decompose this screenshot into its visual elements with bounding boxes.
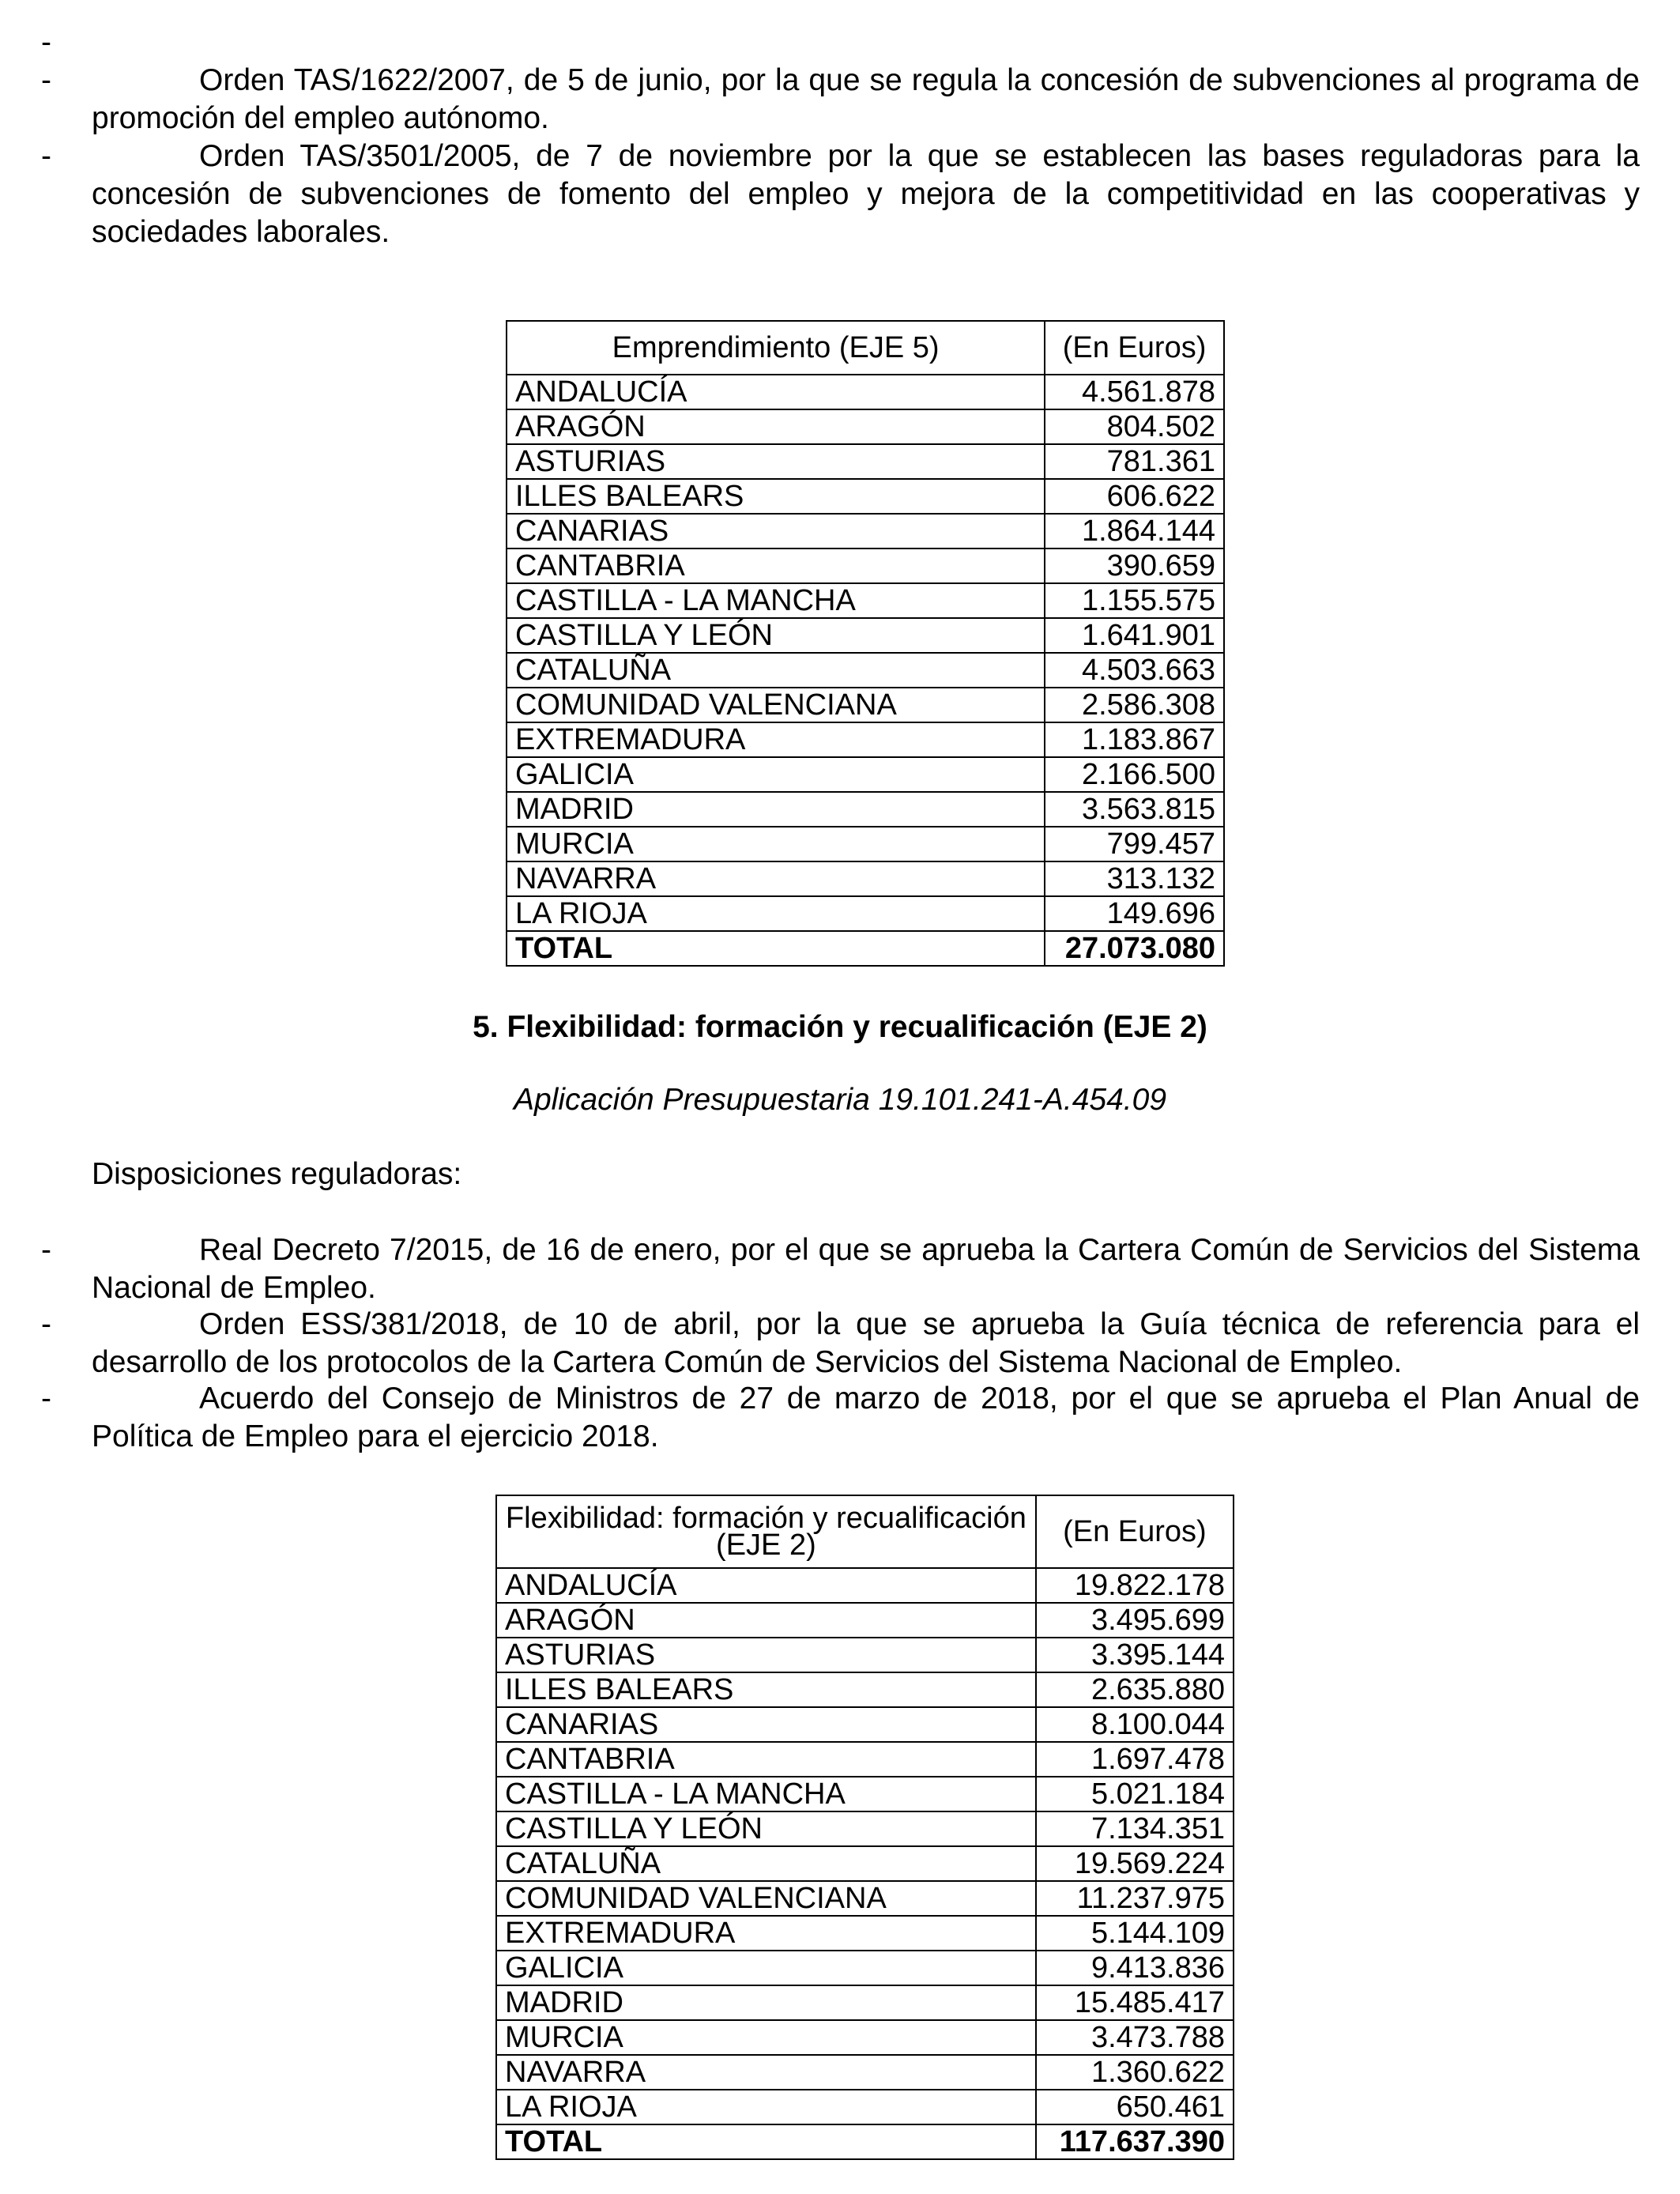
amount-cell: 1.641.901 (1045, 618, 1224, 653)
amount-cell: 4.561.878 (1045, 375, 1224, 409)
region-cell: CASTILLA Y LEÓN (496, 1811, 1036, 1846)
list-item-real-decreto (41, 1231, 1640, 1307)
table-row (507, 827, 1224, 861)
region-cell: ILLES BALEARS (496, 1672, 1036, 1707)
table-total-row (507, 931, 1224, 966)
table-row (507, 653, 1224, 688)
amount-cell: 11.237.975 (1036, 1881, 1234, 1916)
region-cell: MURCIA (496, 2020, 1036, 2055)
table-row (496, 1916, 1234, 1951)
list-dash: - (41, 1233, 51, 1267)
table-row (507, 514, 1224, 548)
region-cell: LA RIOJA (507, 896, 1045, 931)
table-header-line: Flexibilidad: formación y recualificación (505, 1502, 1026, 1535)
amount-cell: 799.457 (1045, 827, 1224, 861)
table-row (496, 1603, 1234, 1638)
region-cell: CANARIAS (507, 514, 1045, 548)
table-row (507, 548, 1224, 583)
region-cell: ARAGÓN (496, 1603, 1036, 1638)
table-row (507, 896, 1224, 931)
amount-cell: 3.473.788 (1036, 2020, 1234, 2055)
amount-cell: 1.864.144 (1045, 514, 1224, 548)
table-total-row (496, 2124, 1234, 2159)
list-dash: - (41, 139, 51, 173)
table-row (507, 409, 1224, 444)
total-label: TOTAL (507, 931, 1045, 966)
table-header-region (496, 1495, 1036, 1568)
amount-cell: 3.495.699 (1036, 1603, 1234, 1638)
region-cell: CASTILLA - LA MANCHA (507, 583, 1045, 618)
table-row (496, 1672, 1234, 1707)
region-cell: ASTURIAS (496, 1638, 1036, 1672)
total-amount: 117.637.390 (1036, 2124, 1234, 2159)
region-cell: EXTREMADURA (507, 722, 1045, 757)
table-header-amount: (En Euros) (1036, 1495, 1234, 1568)
region-cell: EXTREMADURA (496, 1916, 1036, 1951)
region-cell: ASTURIAS (507, 444, 1045, 479)
amount-cell: 781.361 (1045, 444, 1224, 479)
amount-cell: 606.622 (1045, 479, 1224, 514)
region-cell: CATALUÑA (507, 653, 1045, 688)
table-row (496, 1568, 1234, 1603)
amount-cell: 1.360.622 (1036, 2055, 1234, 2090)
table-row (507, 479, 1224, 514)
paragraph-text: Orden TAS/3501/2005, de 7 de noviembre por la que se establecen las bases reguladoras para la concesión de subvenciones de fomento del empleo y mejora de la competitividad en las cooperativas y sociedades laborales. (92, 139, 1640, 249)
region-cell: MADRID (496, 1985, 1036, 2020)
region-cell: GALICIA (496, 1951, 1036, 1985)
region-cell: COMUNIDAD VALENCIANA (496, 1881, 1036, 1916)
region-cell: ARAGÓN (507, 409, 1045, 444)
region-cell: CASTILLA Y LEÓN (507, 618, 1045, 653)
amount-cell: 9.413.836 (1036, 1951, 1234, 1985)
region-cell: COMUNIDAD VALENCIANA (507, 688, 1045, 722)
amount-cell: 650.461 (1036, 2090, 1234, 2124)
table-header-amount: (En Euros) (1045, 321, 1224, 375)
list-item-orden-tas-3501 (41, 138, 1640, 251)
amount-cell: 19.822.178 (1036, 1568, 1234, 1603)
section-heading: 5. Flexibilidad: formación y recualificación (EJE 2) (473, 1010, 1207, 1044)
list-item-orden-ess (41, 1306, 1640, 1382)
paragraph-text: Orden TAS/1622/2007, de 5 de junio, por la que se regula la concesión de subvenciones al programa de promoción del empleo autónomo. (92, 63, 1640, 135)
region-cell: LA RIOJA (496, 2090, 1036, 2124)
region-cell: MURCIA (507, 827, 1045, 861)
table-row (496, 1777, 1234, 1811)
region-cell: CANTABRIA (507, 548, 1045, 583)
table-row (496, 1811, 1234, 1846)
amount-cell: 4.503.663 (1045, 653, 1224, 688)
amount-cell: 1.697.478 (1036, 1742, 1234, 1777)
paragraph-text: Acuerdo del Consejo de Ministros de 27 de marzo de 2018, por el que se aprueba el Plan Anual de Política de Empleo para el ejercicio 2018. (92, 1382, 1640, 1453)
table-row (507, 688, 1224, 722)
table-row (507, 618, 1224, 653)
amount-cell: 7.134.351 (1036, 1811, 1234, 1846)
table-row (496, 1846, 1234, 1881)
list-item-empty (41, 24, 1640, 62)
table-row (496, 1707, 1234, 1742)
amount-cell: 3.395.144 (1036, 1638, 1234, 1672)
table-row (496, 1985, 1234, 2020)
table-row (507, 861, 1224, 896)
table-row (496, 1951, 1234, 1985)
region-cell: MADRID (507, 792, 1045, 827)
table-row (507, 444, 1224, 479)
table-row (496, 1638, 1234, 1672)
paragraph-text: Orden ESS/381/2018, de 10 de abril, por la que se aprueba la Guía técnica de referencia para el desarrollo de los protocolos de la Cartera Común de Servicios del Sistema Nacional de Empleo. (92, 1307, 1640, 1379)
region-cell: ANDALUCÍA (496, 1568, 1036, 1603)
table-row (507, 757, 1224, 792)
region-cell: GALICIA (507, 757, 1045, 792)
paragraph-text: Real Decreto 7/2015, de 16 de enero, por el que se aprueba la Cartera Común de Servicios del Sistema Nacional de Empleo. (92, 1233, 1640, 1305)
table-row (496, 2090, 1234, 2124)
table-flexibilidad (495, 1495, 1234, 2160)
table-header-line: (EJE 2) (716, 1529, 816, 1562)
amount-cell: 2.166.500 (1045, 757, 1224, 792)
amount-cell: 804.502 (1045, 409, 1224, 444)
region-cell: CATALUÑA (496, 1846, 1036, 1881)
amount-cell: 19.569.224 (1036, 1846, 1234, 1881)
region-cell: NAVARRA (496, 2055, 1036, 2090)
list-dash: - (41, 63, 51, 97)
table-row (496, 2020, 1234, 2055)
table-header-row (496, 1495, 1234, 1568)
region-cell: CASTILLA - LA MANCHA (496, 1777, 1036, 1811)
amount-cell: 149.696 (1045, 896, 1224, 931)
region-cell: ANDALUCÍA (507, 375, 1045, 409)
regulations-label: Disposiciones reguladoras: (92, 1157, 462, 1191)
list-item-orden-tas-1622 (41, 62, 1640, 138)
total-amount: 27.073.080 (1045, 931, 1224, 966)
table-row (507, 375, 1224, 409)
table-header-row (507, 321, 1224, 375)
table-row (507, 722, 1224, 757)
total-label: TOTAL (496, 2124, 1036, 2159)
region-cell: ILLES BALEARS (507, 479, 1045, 514)
table-header-region: Emprendimiento (EJE 5) (507, 321, 1045, 375)
list-dash: - (41, 1307, 51, 1341)
table-row (496, 1881, 1234, 1916)
region-cell: NAVARRA (507, 861, 1045, 896)
list-dash: - (41, 1382, 51, 1416)
amount-cell: 2.635.880 (1036, 1672, 1234, 1707)
amount-cell: 2.586.308 (1045, 688, 1224, 722)
budget-line-subtitle: Aplicación Presupuestaria 19.101.241-A.454.09 (513, 1083, 1167, 1117)
amount-cell: 313.132 (1045, 861, 1224, 896)
amount-cell: 3.563.815 (1045, 792, 1224, 827)
region-cell: CANARIAS (496, 1707, 1036, 1742)
amount-cell: 1.155.575 (1045, 583, 1224, 618)
amount-cell: 15.485.417 (1036, 1985, 1234, 2020)
list-dash: - (41, 25, 51, 59)
table-row (507, 583, 1224, 618)
region-cell: CANTABRIA (496, 1742, 1036, 1777)
table-row (496, 2055, 1234, 2090)
amount-cell: 1.183.867 (1045, 722, 1224, 757)
table-emprendimiento (506, 320, 1225, 967)
amount-cell: 8.100.044 (1036, 1707, 1234, 1742)
table-row (507, 792, 1224, 827)
table-row (496, 1742, 1234, 1777)
list-item-acuerdo (41, 1380, 1640, 1456)
amount-cell: 5.144.109 (1036, 1916, 1234, 1951)
amount-cell: 5.021.184 (1036, 1777, 1234, 1811)
amount-cell: 390.659 (1045, 548, 1224, 583)
